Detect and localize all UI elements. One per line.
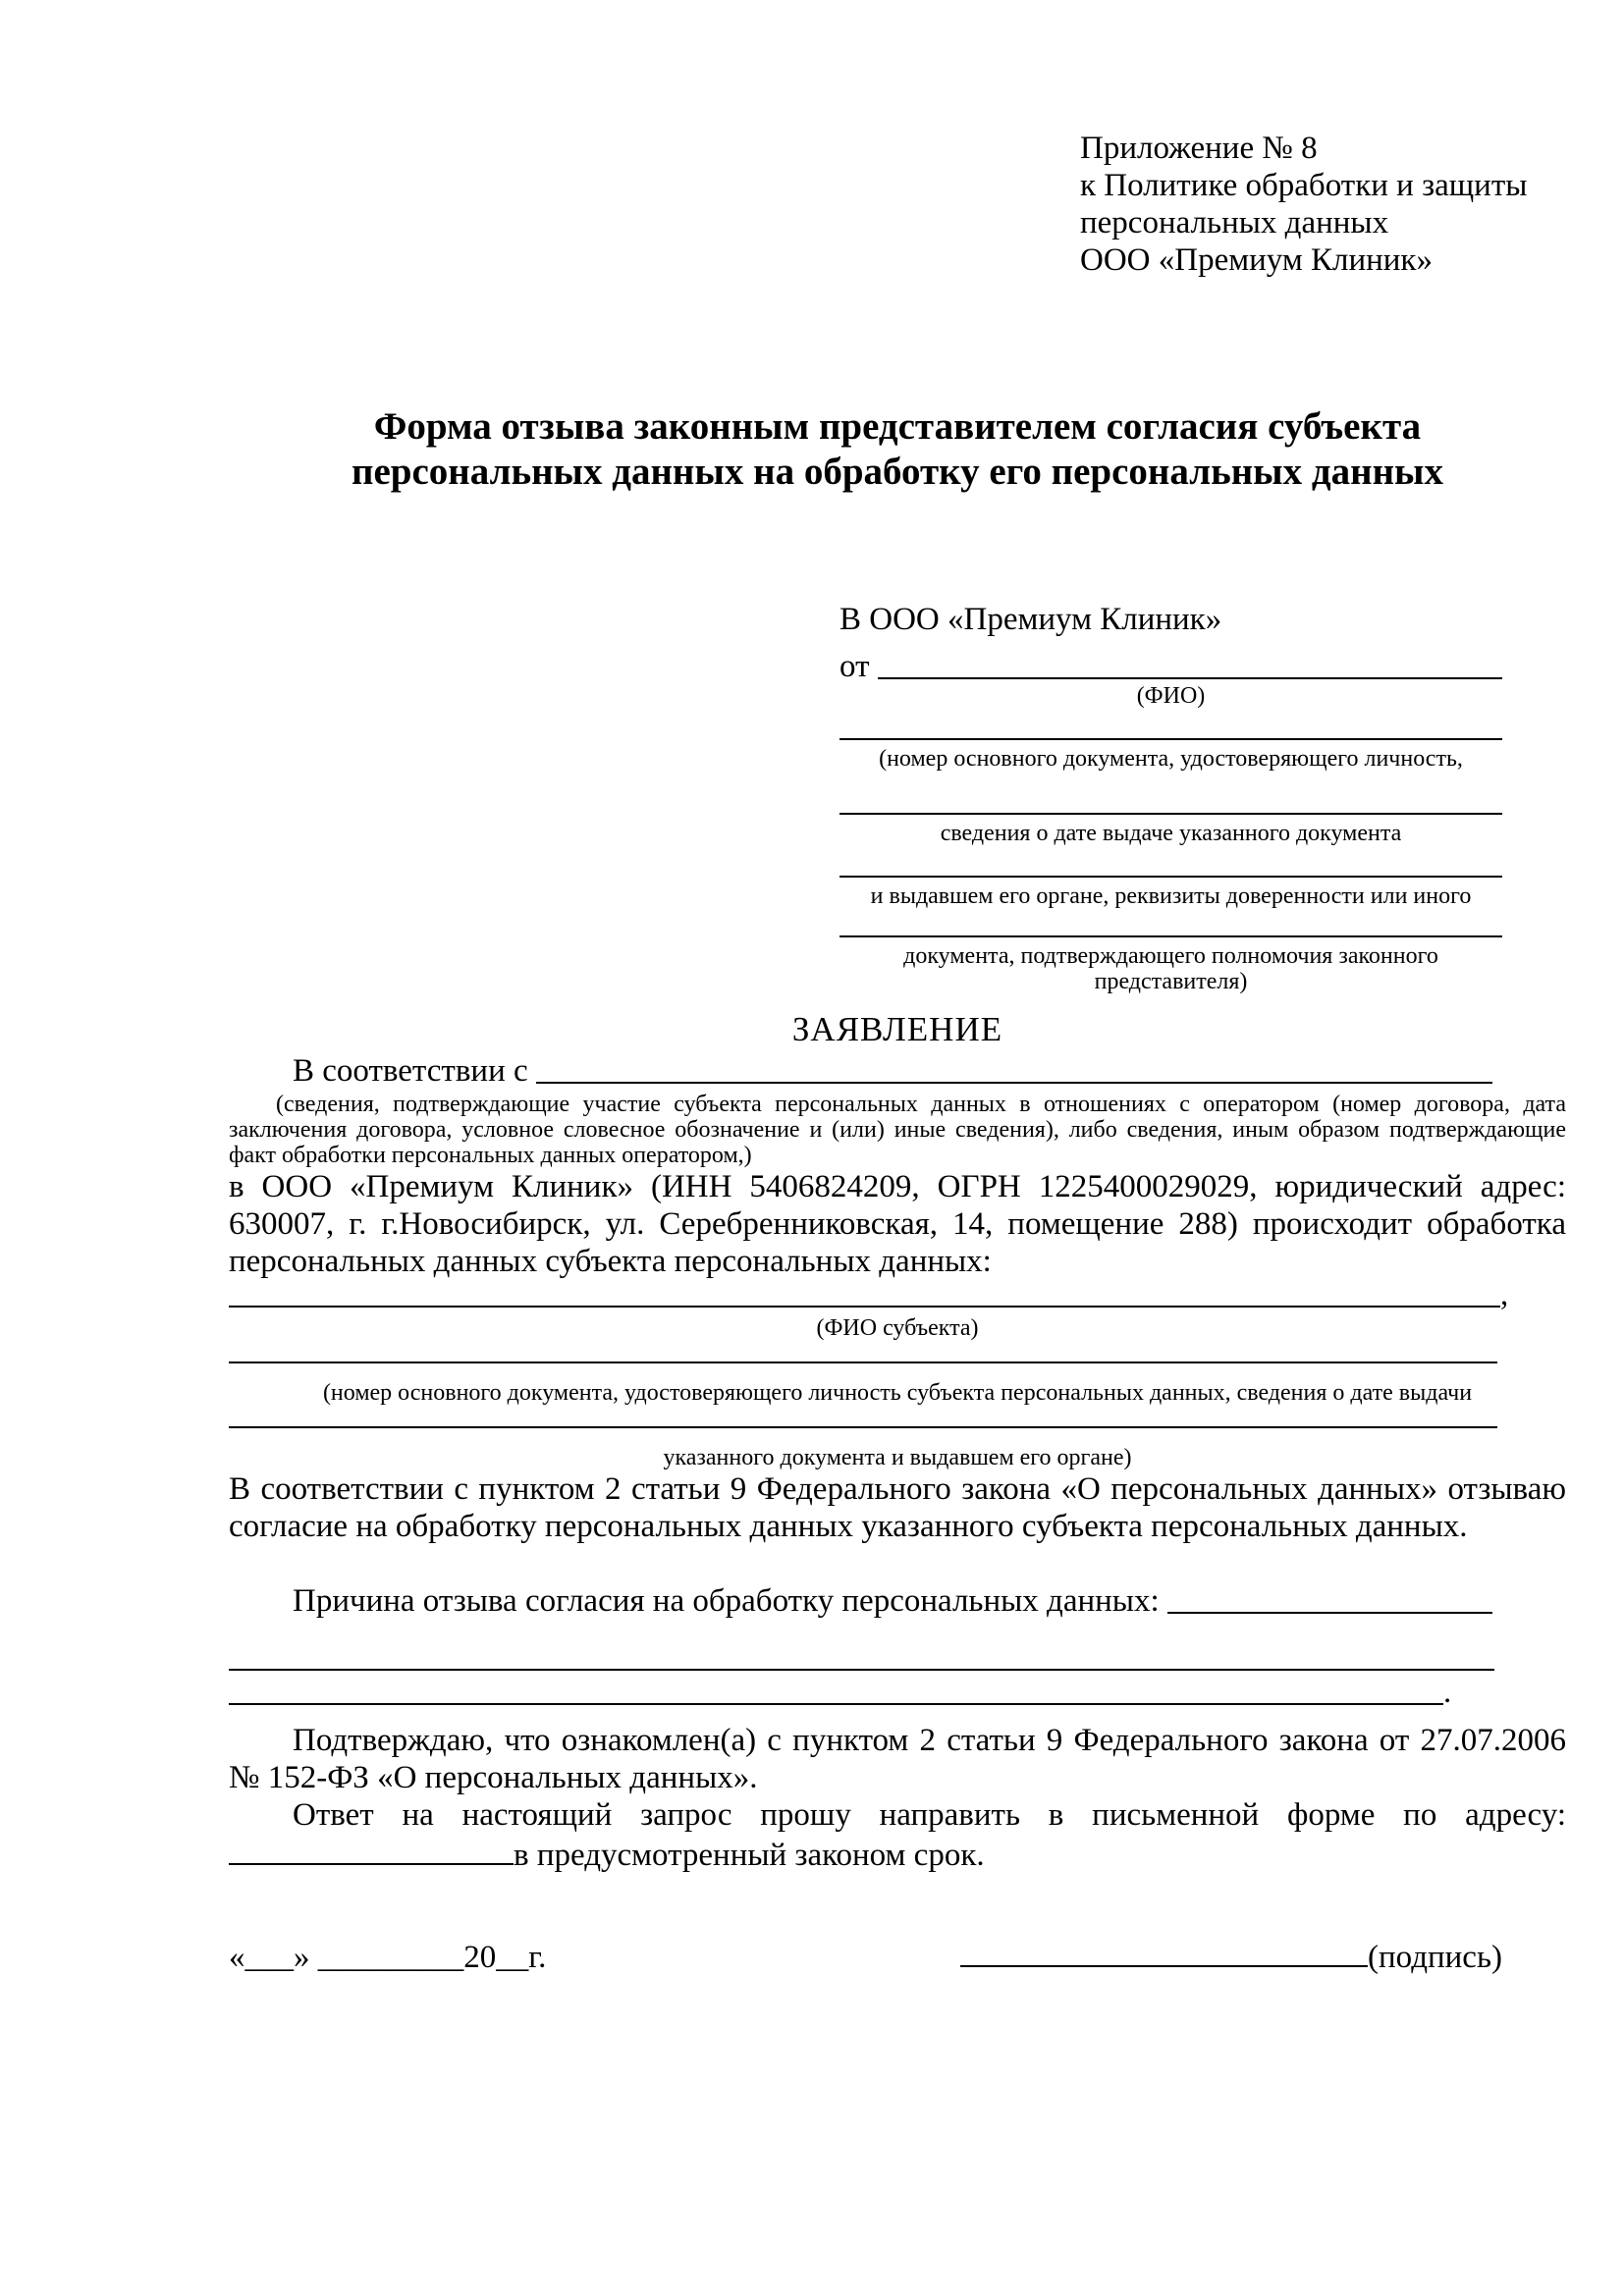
reason-line: [229, 1582, 1492, 1620]
reason-blank-line: [1167, 1582, 1492, 1614]
blank-line: [229, 1426, 1497, 1428]
from-label: от: [839, 649, 878, 684]
header-note-line: к Политике обработки и защиты: [1080, 168, 1528, 203]
document-title: [229, 404, 1566, 495]
footer-row: [229, 1936, 1502, 1976]
blank-line: [839, 935, 1502, 937]
document-title-line: Форма отзыва законным представителем согласия субъекта: [373, 405, 1422, 448]
addressee-to: В ООО «Премиум Клиник»: [839, 602, 1222, 637]
header-note-line: Приложение № 8: [1080, 131, 1318, 166]
subject-doc-line-2: [229, 1406, 1566, 1443]
reply-request-line: Ответ на настоящий запрос прошу направить в письменной форме по адресу:: [293, 1797, 1566, 1833]
blank-line: [839, 813, 1502, 815]
blank-line: [839, 876, 1502, 878]
signature-area: [960, 1936, 1502, 1976]
caption-subject-doc-2: указанного документа и выдавшем его органе): [663, 1445, 1132, 1470]
reason-label: Причина отзыва согласия на обработку персональных данных:: [293, 1583, 1167, 1619]
blank-line: [229, 1276, 1500, 1308]
caption-subject-fio: (ФИО субъекта): [816, 1315, 979, 1341]
blank-line-with-period: [229, 1674, 1566, 1711]
acknowledgment-paragraph: Подтверждаю, что ознакомлен(а) с пунктом 2 статьи 9 Федерального закона от 27.07.2006 № 152-ФЗ «О персональных данных».: [229, 1723, 1566, 1795]
caption-doc-issue-date: сведения о дате выдаче указанного документа: [940, 821, 1402, 846]
caption-basis: (сведения, подтверждающие участие субъекта персональных данных в отношениях с оператором (номер договора, дата заключения договора, условное словесное обозначение и (или) иные сведения), либо сведения, иным образом подтверждающие факт обработки персональных данных оператором,): [229, 1092, 1566, 1168]
blank-line: [229, 1669, 1494, 1671]
subject-fio-line: [229, 1276, 1566, 1313]
document-title-line: персональных данных на обработку его персональных данных: [351, 451, 1444, 493]
caption-representative-authority: документа, подтверждающего полномочия законного представителя): [903, 943, 1438, 994]
date-line: «___» _________20__г.: [229, 1940, 547, 1975]
caption-doc-number: (номер основного документа, удостоверяющего личность,: [879, 746, 1463, 772]
operator-paragraph: в ООО «Премиум Клиник» (ИНН 5406824209, ОГРН 1225400029029, юридический адрес: 630007, г. г.Новосибирск, ул. Серебренниковская, 14, помещение 288) происходит обработка персональных данных субъекта персональных данных:: [229, 1169, 1566, 1279]
header-note: [1080, 130, 1600, 279]
addressee-block: [839, 601, 1502, 993]
caption-fio: (ФИО): [1136, 683, 1206, 709]
address-blank-line: [229, 1834, 514, 1865]
caption-doc-authority: и выдавшем его органе, реквизиты доверенности или иного: [870, 883, 1472, 909]
trailing-comma: ,: [1500, 1277, 1509, 1312]
blank-line: [229, 1362, 1497, 1363]
in-accordance-label: В соответствии с: [293, 1053, 536, 1089]
basis-blank-line: [536, 1052, 1492, 1084]
caption-signature: (подпись): [1368, 1940, 1502, 1975]
header-note-line: ООО «Премиум Клиник»: [1080, 242, 1433, 278]
withdrawal-paragraph: В соответствии с пунктом 2 статьи 9 Федерального закона «О персональных данных» отзываю согласие на обработку персональных данных указанного субъекта персональных данных.: [229, 1471, 1566, 1544]
header-note-line: персональных данных: [1080, 205, 1389, 240]
statement-heading: ЗАЯВЛЕНИЕ: [791, 1010, 1003, 1048]
blank-line: [229, 1674, 1443, 1705]
signature-blank-line: [960, 1936, 1368, 1967]
addressee-from-line: [839, 648, 1502, 685]
caption-subject-doc-1: (номер основного документа, удостоверяющего личность субъекта персональных данных, сведения о дате выдачи: [322, 1380, 1473, 1406]
reply-deadline: в предусмотренный законом срок.: [514, 1838, 985, 1873]
trailing-period: .: [1443, 1675, 1452, 1710]
blank-line: [839, 738, 1502, 740]
in-accordance-line: [229, 1052, 1492, 1090]
reply-address-line: [229, 1834, 1566, 1874]
fio-blank-line: [878, 648, 1502, 679]
subject-doc-line: [229, 1341, 1566, 1378]
